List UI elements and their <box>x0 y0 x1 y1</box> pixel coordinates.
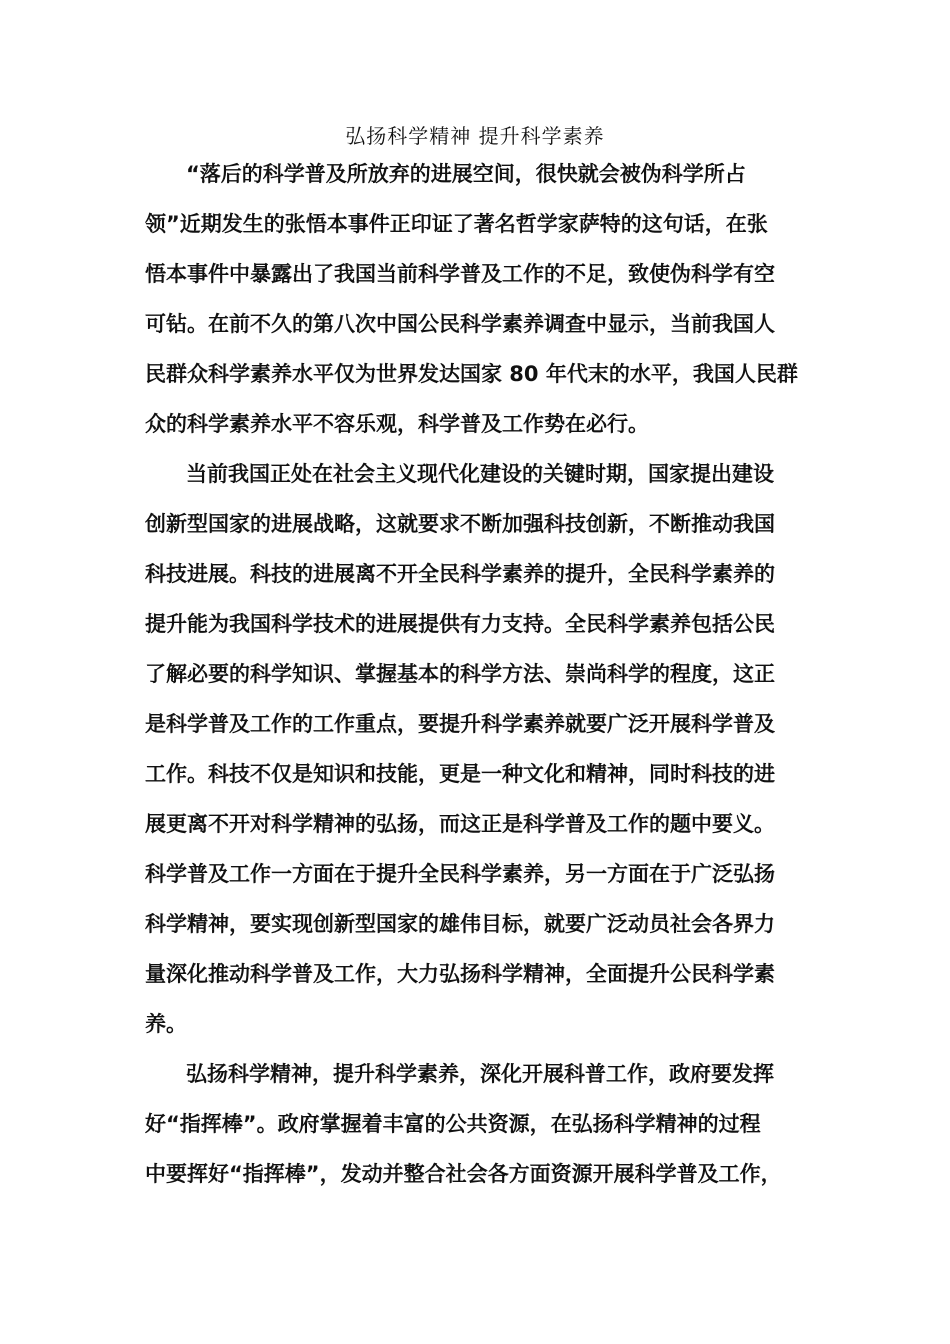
text-line: 可钻。在前不久的第八次中国公民科学素养调查中显示，当前我国人 <box>145 312 775 336</box>
text-line: 领”近期发生的张悟本事件正印证了著名哲学家萨特的这句话，在张 <box>145 212 768 236</box>
text-line: 量深化推动科学普及工作，大力弘扬科学精神，全面提升公民科学素 <box>145 962 775 986</box>
text-line: 提升能为我国科学技术的进展提供有力支持。全民科学素养包括公民 <box>145 612 775 636</box>
text-line: 是科学普及工作的工作重点，要提升科学素养就要广泛开展科学普及 <box>145 712 775 736</box>
text-line: 科技进展。科技的进展离不开全民科学素养的提升，全民科学素养的 <box>145 562 775 586</box>
text-line: 弘扬科学精神，提升科学素养，深化开展科普工作，政府要发挥 <box>186 1062 774 1086</box>
text-line: 养。 <box>145 1012 187 1036</box>
text-line: 众的科学素养水平不容乐观，科学普及工作势在必行。 <box>145 412 649 436</box>
text-line: 科学普及工作一方面在于提升全民科学素养，另一方面在于广泛弘扬 <box>145 862 775 886</box>
text-line: 中要挥好“指挥棒”，发动并整合社会各方面资源开展科学普及工作， <box>145 1162 782 1186</box>
text-line: 了解必要的科学知识、掌握基本的科学方法、崇尚科学的程度，这正 <box>145 662 775 686</box>
document-title: 弘扬科学精神 提升科学素养 <box>345 124 605 148</box>
text-line: “落后的科学普及所放弃的进展空间，很快就会被伪科学所占 <box>186 162 746 186</box>
text-line: 悟本事件中暴露出了我国当前科学普及工作的不足，致使伪科学有空 <box>145 262 775 286</box>
text-line: 展更离不开对科学精神的弘扬，而这正是科学普及工作的题中要义。 <box>145 812 775 836</box>
text-line: 工作。科技不仅是知识和技能，更是一种文化和精神，同时科技的进 <box>145 762 775 786</box>
text-line: 科学精神，要实现创新型国家的雄伟目标，就要广泛动员社会各界力 <box>145 912 775 936</box>
text-line: 好“指挥棒”。政府掌握着丰富的公共资源，在弘扬科学精神的过程 <box>145 1112 761 1136</box>
text-line: 当前我国正处在社会主义现代化建设的关键时期，国家提出建设 <box>186 462 774 486</box>
text-line: 创新型国家的进展战略，这就要求不断加强科技创新，不断推动我国 <box>145 512 775 536</box>
text-line: 民群众科学素养水平仅为世界发达国家 80 年代末的水平，我国人民群 <box>145 362 798 386</box>
